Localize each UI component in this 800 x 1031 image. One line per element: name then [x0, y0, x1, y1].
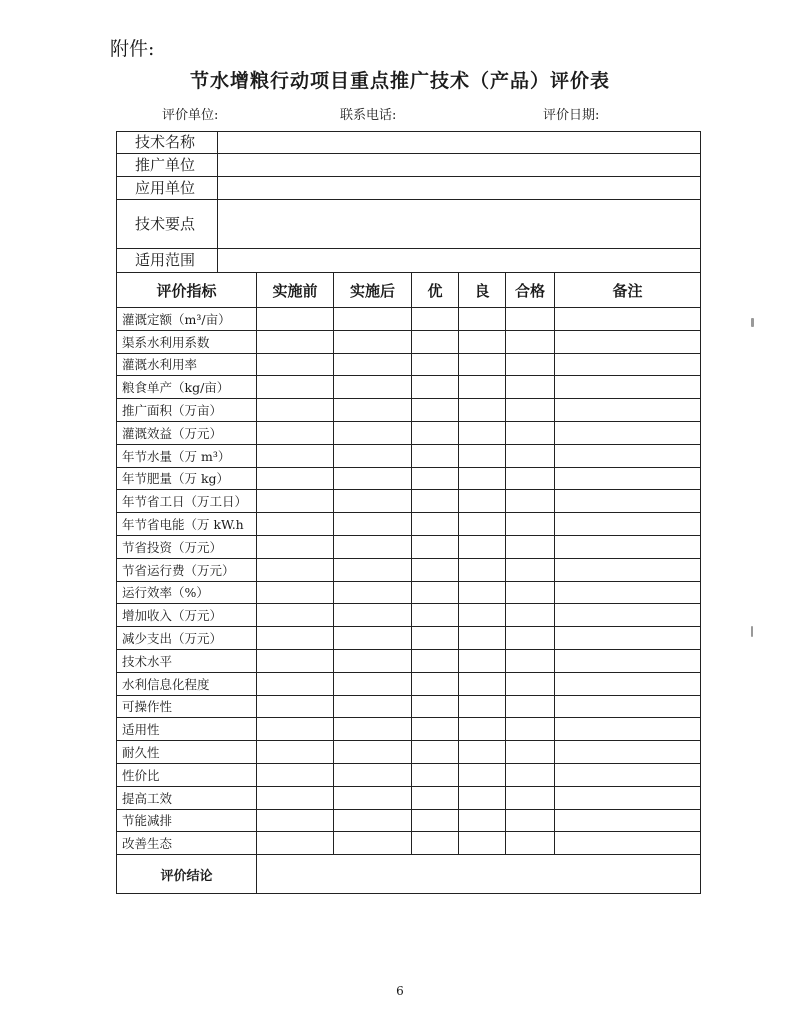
- indicator-label: 年节省电能（万 kW.h: [117, 513, 257, 536]
- good-cell[interactable]: [459, 649, 506, 672]
- pass-cell[interactable]: [506, 353, 555, 376]
- good-cell[interactable]: [459, 672, 506, 695]
- table-row: [117, 490, 701, 513]
- remarks-cell[interactable]: [555, 490, 701, 513]
- pass-cell[interactable]: [506, 490, 555, 513]
- before-cell[interactable]: [257, 513, 334, 536]
- before-cell[interactable]: [257, 718, 334, 741]
- excellent-cell[interactable]: [412, 672, 459, 695]
- remarks-cell[interactable]: [555, 695, 701, 718]
- before-cell[interactable]: [257, 627, 334, 650]
- pass-cell[interactable]: [506, 535, 555, 558]
- pass-cell[interactable]: [506, 809, 555, 832]
- scan-speck: [751, 318, 754, 327]
- excellent-cell[interactable]: [412, 763, 459, 786]
- good-cell[interactable]: [459, 581, 506, 604]
- pass-cell[interactable]: [506, 718, 555, 741]
- excellent-cell[interactable]: [412, 649, 459, 672]
- after-cell[interactable]: [334, 376, 412, 399]
- pass-cell[interactable]: [506, 649, 555, 672]
- excellent-cell[interactable]: [412, 513, 459, 536]
- after-cell[interactable]: [334, 809, 412, 832]
- excellent-cell[interactable]: [412, 308, 459, 331]
- remarks-cell[interactable]: [555, 399, 701, 422]
- excellent-cell[interactable]: [412, 786, 459, 809]
- excellent-cell[interactable]: [412, 353, 459, 376]
- pass-cell[interactable]: [506, 832, 555, 855]
- pass-cell[interactable]: [506, 786, 555, 809]
- after-cell[interactable]: [334, 467, 412, 490]
- info-row: [117, 200, 701, 249]
- pass-cell[interactable]: [506, 627, 555, 650]
- indicator-label: 可操作性: [117, 695, 257, 718]
- remarks-cell[interactable]: [555, 786, 701, 809]
- pass-cell[interactable]: [506, 399, 555, 422]
- before-cell[interactable]: [257, 467, 334, 490]
- table-row: [117, 627, 701, 650]
- table-row: [117, 604, 701, 627]
- good-cell[interactable]: [459, 490, 506, 513]
- before-cell[interactable]: [257, 535, 334, 558]
- excellent-cell[interactable]: [412, 376, 459, 399]
- table-row: [117, 649, 701, 672]
- remarks-cell[interactable]: [555, 832, 701, 855]
- good-cell[interactable]: [459, 695, 506, 718]
- good-cell[interactable]: [459, 399, 506, 422]
- table-row: [117, 444, 701, 467]
- pass-cell[interactable]: [506, 308, 555, 331]
- table-row: [117, 535, 701, 558]
- remarks-cell[interactable]: [555, 353, 701, 376]
- good-cell[interactable]: [459, 308, 506, 331]
- header-good: 良: [459, 273, 506, 308]
- pass-cell[interactable]: [506, 444, 555, 467]
- good-cell[interactable]: [459, 741, 506, 764]
- before-cell[interactable]: [257, 672, 334, 695]
- pass-cell[interactable]: [506, 763, 555, 786]
- good-cell[interactable]: [459, 376, 506, 399]
- good-cell[interactable]: [459, 513, 506, 536]
- after-cell[interactable]: [334, 786, 412, 809]
- table-row: [117, 741, 701, 764]
- table-row: [117, 330, 701, 353]
- conclusion-row: [117, 855, 701, 894]
- table-row: [117, 308, 701, 331]
- indicator-label: 适用性: [117, 718, 257, 741]
- conclusion-label: 评价结论: [117, 855, 257, 894]
- header-indicator: 评价指标: [117, 273, 257, 308]
- indicator-label: 耐久性: [117, 741, 257, 764]
- indicator-label: 技术水平: [117, 649, 257, 672]
- after-cell[interactable]: [334, 718, 412, 741]
- before-cell[interactable]: [257, 330, 334, 353]
- after-cell[interactable]: [334, 308, 412, 331]
- before-cell[interactable]: [257, 695, 334, 718]
- promotion-unit-cell[interactable]: [218, 154, 701, 177]
- table-row: [117, 558, 701, 581]
- phone-label: 联系电话:: [340, 108, 397, 123]
- excellent-cell[interactable]: [412, 718, 459, 741]
- remarks-cell[interactable]: [555, 649, 701, 672]
- excellent-cell[interactable]: [412, 604, 459, 627]
- conclusion-cell[interactable]: [257, 855, 701, 894]
- before-cell[interactable]: [257, 421, 334, 444]
- tech-name-cell[interactable]: [218, 132, 701, 154]
- indicator-label: 推广面积（万亩）: [117, 399, 257, 422]
- before-cell[interactable]: [257, 741, 334, 764]
- after-cell[interactable]: [334, 581, 412, 604]
- after-cell[interactable]: [334, 627, 412, 650]
- header-pass: 合格: [506, 273, 555, 308]
- header-remarks: 备注: [555, 273, 701, 308]
- table-row: [117, 832, 701, 855]
- application-unit-cell[interactable]: [218, 177, 701, 200]
- pass-cell[interactable]: [506, 695, 555, 718]
- remarks-cell[interactable]: [555, 535, 701, 558]
- excellent-cell[interactable]: [412, 535, 459, 558]
- excellent-cell[interactable]: [412, 832, 459, 855]
- before-cell[interactable]: [257, 786, 334, 809]
- indicator-label: 性价比: [117, 763, 257, 786]
- good-cell[interactable]: [459, 809, 506, 832]
- before-cell[interactable]: [257, 604, 334, 627]
- good-cell[interactable]: [459, 832, 506, 855]
- info-label: 应用单位: [117, 177, 218, 200]
- before-cell[interactable]: [257, 353, 334, 376]
- pass-cell[interactable]: [506, 741, 555, 764]
- excellent-cell[interactable]: [412, 558, 459, 581]
- table-row: [117, 809, 701, 832]
- remarks-cell[interactable]: [555, 376, 701, 399]
- excellent-cell[interactable]: [412, 467, 459, 490]
- before-cell[interactable]: [257, 558, 334, 581]
- evaluation-date-label: 评价日期:: [543, 108, 600, 123]
- remarks-cell[interactable]: [555, 421, 701, 444]
- info-label: 技术要点: [117, 200, 218, 249]
- after-cell[interactable]: [334, 444, 412, 467]
- after-cell[interactable]: [334, 695, 412, 718]
- good-cell[interactable]: [459, 444, 506, 467]
- after-cell[interactable]: [334, 330, 412, 353]
- page-number: 6: [396, 984, 404, 998]
- indicator-label: 减少支出（万元）: [117, 627, 257, 650]
- pass-cell[interactable]: [506, 376, 555, 399]
- info-label: 适用范围: [117, 249, 218, 273]
- pass-cell[interactable]: [506, 467, 555, 490]
- remarks-cell[interactable]: [555, 513, 701, 536]
- excellent-cell[interactable]: [412, 421, 459, 444]
- pass-cell[interactable]: [506, 330, 555, 353]
- technology-info-table: [116, 131, 701, 273]
- indicator-label: 年节肥量（万 kg）: [117, 467, 257, 490]
- remarks-cell[interactable]: [555, 581, 701, 604]
- pass-cell[interactable]: [506, 672, 555, 695]
- after-cell[interactable]: [334, 649, 412, 672]
- after-cell[interactable]: [334, 421, 412, 444]
- excellent-cell[interactable]: [412, 695, 459, 718]
- table-row: [117, 399, 701, 422]
- good-cell[interactable]: [459, 786, 506, 809]
- excellent-cell[interactable]: [412, 741, 459, 764]
- good-cell[interactable]: [459, 718, 506, 741]
- remarks-cell[interactable]: [555, 308, 701, 331]
- indicator-label: 增加收入（万元）: [117, 604, 257, 627]
- indicator-label: 粮食单产（kg/亩）: [117, 376, 257, 399]
- remarks-cell[interactable]: [555, 444, 701, 467]
- indicator-label: 节省运行费（万元）: [117, 558, 257, 581]
- good-cell[interactable]: [459, 535, 506, 558]
- info-label: 技术名称: [117, 132, 218, 154]
- pass-cell[interactable]: [506, 421, 555, 444]
- remarks-cell[interactable]: [555, 741, 701, 764]
- attachment-label: 附件:: [110, 38, 155, 60]
- table-row: [117, 718, 701, 741]
- after-cell[interactable]: [334, 558, 412, 581]
- before-cell[interactable]: [257, 399, 334, 422]
- table-row: [117, 376, 701, 399]
- remarks-cell[interactable]: [555, 718, 701, 741]
- indicator-label: 灌溉效益（万元）: [117, 421, 257, 444]
- pass-cell[interactable]: [506, 513, 555, 536]
- info-row: [117, 132, 701, 154]
- table-row: [117, 513, 701, 536]
- remarks-cell[interactable]: [555, 672, 701, 695]
- excellent-cell[interactable]: [412, 490, 459, 513]
- table-row: [117, 786, 701, 809]
- info-label: 推广单位: [117, 154, 218, 177]
- excellent-cell[interactable]: [412, 809, 459, 832]
- excellent-cell[interactable]: [412, 444, 459, 467]
- before-cell[interactable]: [257, 308, 334, 331]
- indicator-label: 节省投资（万元）: [117, 535, 257, 558]
- evaluator-unit-label: 评价单位:: [162, 108, 219, 123]
- excellent-cell[interactable]: [412, 627, 459, 650]
- table-row: [117, 581, 701, 604]
- document-title: 节水增粮行动项目重点推广技术（产品）评价表: [189, 70, 610, 92]
- tech-key-points-cell[interactable]: [218, 200, 701, 249]
- table-row: [117, 763, 701, 786]
- after-cell[interactable]: [334, 763, 412, 786]
- pass-cell[interactable]: [506, 558, 555, 581]
- remarks-cell[interactable]: [555, 627, 701, 650]
- header-after: 实施后: [334, 273, 412, 308]
- excellent-cell[interactable]: [412, 581, 459, 604]
- good-cell[interactable]: [459, 353, 506, 376]
- indicator-label: 提高工效: [117, 786, 257, 809]
- indicator-label: 改善生态: [117, 832, 257, 855]
- header-before: 实施前: [257, 273, 334, 308]
- header-excellent: 优: [412, 273, 459, 308]
- indicator-label: 渠系水利用系数: [117, 330, 257, 353]
- indicator-label: 灌溉定额（m³/亩）: [117, 308, 257, 331]
- scope-cell[interactable]: [218, 249, 701, 273]
- after-cell[interactable]: [334, 490, 412, 513]
- remarks-cell[interactable]: [555, 467, 701, 490]
- table-row: [117, 467, 701, 490]
- info-row: [117, 249, 701, 273]
- table-row: [117, 672, 701, 695]
- table-row: [117, 695, 701, 718]
- info-row: [117, 177, 701, 200]
- after-cell[interactable]: [334, 604, 412, 627]
- good-cell[interactable]: [459, 467, 506, 490]
- good-cell[interactable]: [459, 763, 506, 786]
- indicator-label: 节能减排: [117, 809, 257, 832]
- remarks-cell[interactable]: [555, 604, 701, 627]
- indicator-label: 年节水量（万 m³）: [117, 444, 257, 467]
- after-cell[interactable]: [334, 353, 412, 376]
- pass-cell[interactable]: [506, 604, 555, 627]
- after-cell[interactable]: [334, 672, 412, 695]
- indicator-label: 运行效率（%）: [117, 581, 257, 604]
- remarks-cell[interactable]: [555, 809, 701, 832]
- table-row: [117, 421, 701, 444]
- remarks-cell[interactable]: [555, 763, 701, 786]
- indicator-label: 年节省工日（万工日）: [117, 490, 257, 513]
- info-row: [117, 154, 701, 177]
- after-cell[interactable]: [334, 832, 412, 855]
- before-cell[interactable]: [257, 832, 334, 855]
- pass-cell[interactable]: [506, 581, 555, 604]
- before-cell[interactable]: [257, 490, 334, 513]
- good-cell[interactable]: [459, 330, 506, 353]
- after-cell[interactable]: [334, 399, 412, 422]
- good-cell[interactable]: [459, 558, 506, 581]
- before-cell[interactable]: [257, 809, 334, 832]
- before-cell[interactable]: [257, 581, 334, 604]
- indicator-label: 灌溉水利用率: [117, 353, 257, 376]
- after-cell[interactable]: [334, 535, 412, 558]
- excellent-cell[interactable]: [412, 399, 459, 422]
- evaluation-table: [116, 272, 701, 894]
- before-cell[interactable]: [257, 444, 334, 467]
- excellent-cell[interactable]: [412, 330, 459, 353]
- good-cell[interactable]: [459, 604, 506, 627]
- indicator-label: 水利信息化程度: [117, 672, 257, 695]
- remarks-cell[interactable]: [555, 558, 701, 581]
- remarks-cell[interactable]: [555, 330, 701, 353]
- scan-speck: [751, 626, 753, 637]
- before-cell[interactable]: [257, 649, 334, 672]
- evaluation-rows: [117, 308, 701, 855]
- before-cell[interactable]: [257, 376, 334, 399]
- good-cell[interactable]: [459, 421, 506, 444]
- after-cell[interactable]: [334, 513, 412, 536]
- header-row: [117, 273, 701, 308]
- good-cell[interactable]: [459, 627, 506, 650]
- after-cell[interactable]: [334, 741, 412, 764]
- table-row: [117, 353, 701, 376]
- before-cell[interactable]: [257, 763, 334, 786]
